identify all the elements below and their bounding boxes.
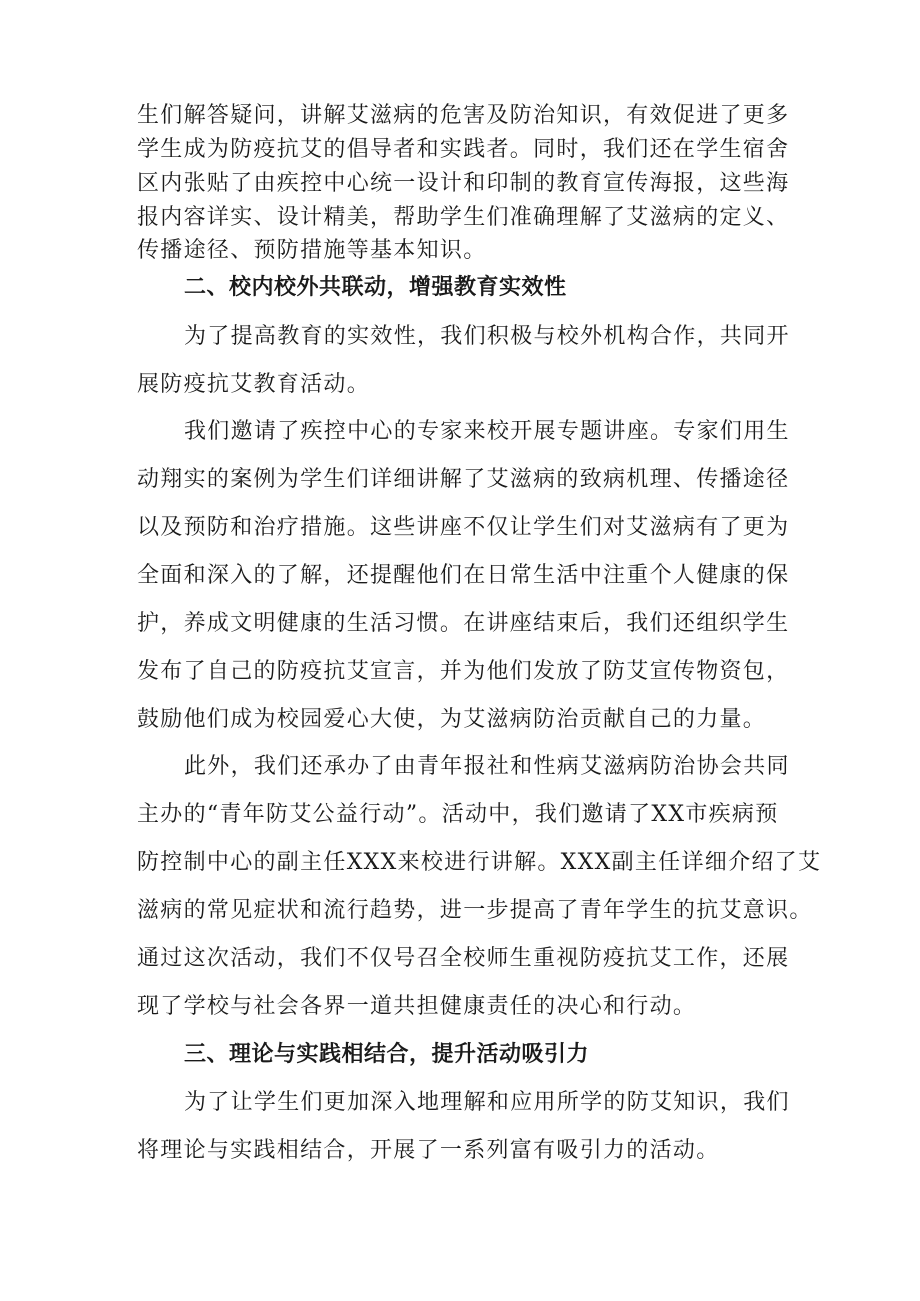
paragraph-5-line-1: 为了让学生们更加深入地理解和应用所学的防艾知识，我们 (184, 1090, 790, 1115)
paragraph-4-line-3: 防控制中心的副主任XXX来校进行讲解。XXX副主任详细介绍了艾 (137, 850, 822, 875)
paragraph-1-line-2: 学生成为防疫抗艾的倡导者和实践者。同时，我们还在学生宿舍 (137, 137, 790, 162)
paragraph-4-line-1: 此外，我们还承办了由青年报社和性病艾滋病防治协会共同 (184, 754, 790, 779)
paragraph-1-line-5: 传播途径、预防措施等基本知识。 (137, 238, 487, 263)
paragraph-4-line-5: 通过这次活动，我们不仅号召全校师生重视防疫抗艾工作，还展 (137, 946, 790, 971)
paragraph-2-line-1: 为了提高教育的实效性，我们积极与校外机构合作，共同开 (184, 324, 790, 349)
paragraph-3-line-6: 发布了自己的防疫抗艾宣言，并为他们发放了防艾宣传物资包， (137, 659, 790, 684)
paragraph-2-line-2: 展防疫抗艾教育活动。 (137, 372, 371, 397)
paragraph-1-line-4: 报内容详实、设计精美，帮助学生们准确理解了艾滋病的定义、 (137, 205, 790, 230)
paragraph-1-line-1: 生们解答疑问，讲解艾滋病的危害及防治知识，有效促进了更多 (137, 103, 790, 128)
paragraph-4-line-2: 主办的“青年防艾公益行动”。活动中，我们邀请了XX市疾病预 (137, 802, 779, 827)
paragraph-3-line-3: 以及预防和治疗措施。这些讲座不仅让学生们对艾滋病有了更为 (137, 515, 790, 540)
paragraph-4-line-6: 现了学校与社会各界一道共担健康责任的决心和行动。 (137, 994, 697, 1019)
paragraph-3-line-4: 全面和深入的了解，还提醒他们在日常生活中注重个人健康的保 (137, 563, 790, 588)
section-heading-3: 三、理论与实践相结合，提升活动吸引力 (184, 1042, 590, 1067)
paragraph-3-line-7: 鼓励他们成为校园爱心大使，为艾滋病防治贡献自己的力量。 (137, 707, 767, 732)
section-heading-2: 二、校内校外共联动，增强教育实效性 (184, 275, 567, 300)
paragraph-3-line-2: 动翔实的案例为学生们详细讲解了艾滋病的致病机理、传播途径 (137, 467, 790, 492)
paragraph-4-line-4: 滋病的常见症状和流行趋势，进一步提高了青年学生的抗艾意识。 (137, 898, 813, 923)
paragraph-3-line-5: 护，养成文明健康的生活习惯。在讲座结束后，我们还组织学生 (137, 611, 790, 636)
paragraph-5-line-2: 将理论与实践相结合，开展了一系列富有吸引力的活动。 (137, 1138, 720, 1163)
paragraph-1-line-3: 区内张贴了由疾控中心统一设计和印制的教育宣传海报，这些海 (137, 171, 790, 196)
paragraph-3-line-1: 我们邀请了疾控中心的专家来校开展专题讲座。专家们用生 (184, 419, 790, 444)
